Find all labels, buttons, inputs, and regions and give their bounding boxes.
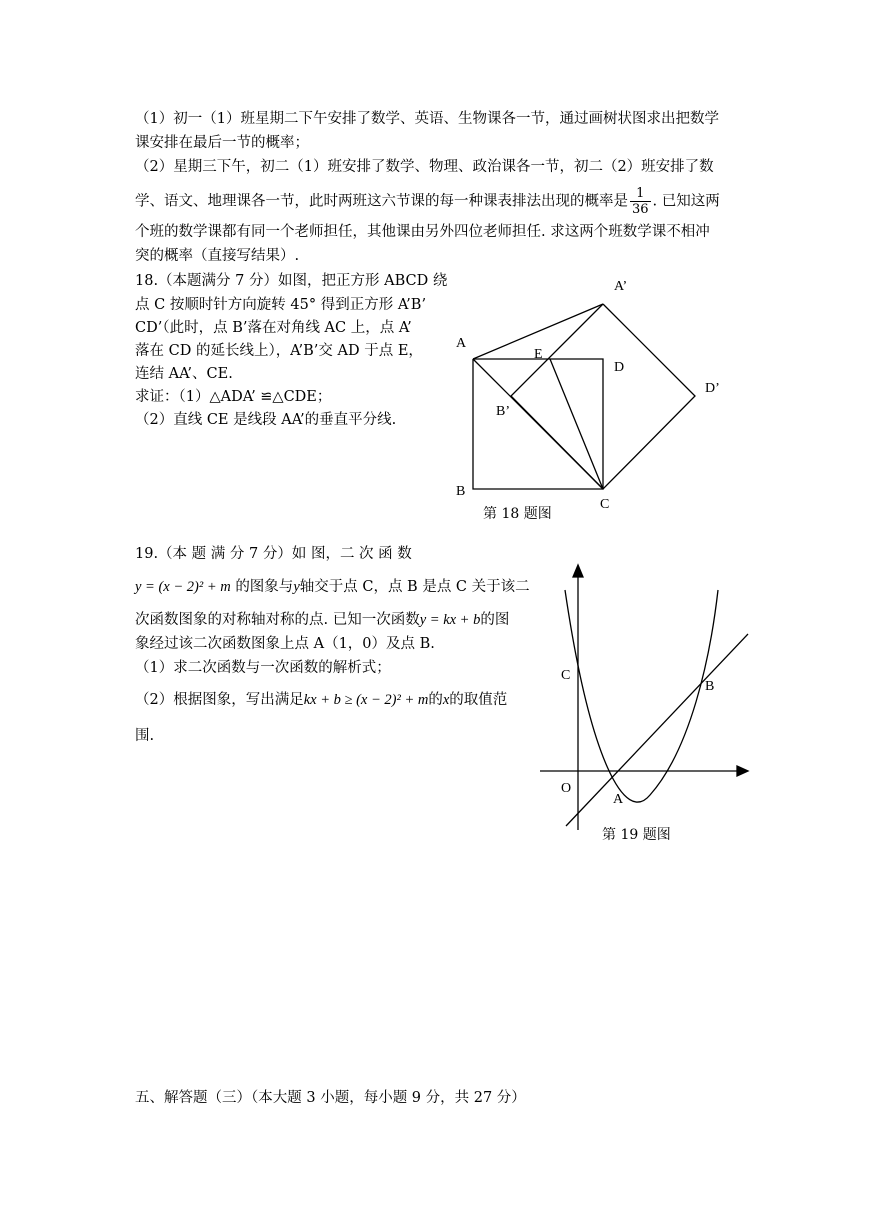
- q17-part2-line2-pre: 学、语文、地理课各一节，此时两班这六节课的每一种课表排法出现的概率是: [135, 193, 628, 210]
- q18-line4: 落在 CD 的延长线上），A’B’交 AD 于点 E，: [135, 343, 423, 359]
- label-a-prime: A’: [614, 279, 628, 294]
- section-5-heading: 五、解答题（三）（本大题 3 小题，每小题 9 分，共 27 分）: [135, 1090, 526, 1106]
- q19-line6: [135, 690, 507, 710]
- label-d-prime: D’: [705, 381, 720, 396]
- q18-line7: （2）直线 CE 是线段 AA’的垂直平分线.: [135, 412, 397, 428]
- q19-line3: [135, 610, 509, 630]
- label-c: C: [600, 497, 610, 512]
- probability-fraction: [630, 186, 651, 217]
- fraction-numerator: 1: [630, 186, 651, 202]
- q19-line4: 象经过该二次函数图象上点 A（1，0）及点 B.: [135, 636, 435, 652]
- label-c-19: C: [561, 668, 571, 683]
- q19-line6-post: 的取值范: [449, 692, 508, 708]
- fraction-denominator: 36: [632, 202, 649, 217]
- q19-line3-post: 的图: [480, 612, 510, 628]
- label-a: A: [456, 336, 467, 351]
- q17-part2-line3: 个班的数学课都有同一个老师担任，其他课由另外四位老师担任. 求这两个班数学课不相冲: [135, 224, 710, 240]
- q18-line3: CD’（此时，点 B’落在对角线 AC 上，点 A’: [135, 320, 412, 336]
- q17-part1-line1: （1）初一（1）班星期二下午安排了数学、英语、生物课各一节，通过画树状图求出把数学: [135, 111, 719, 127]
- q19-line2-post: 轴交于点 C，点 B 是点 C 关于该二: [299, 579, 530, 595]
- segment-ce: [550, 359, 603, 489]
- q18-line1: 18.（本题满分 7 分）如图，把正方形 ABCD 绕: [135, 273, 448, 289]
- q19-line7: 围.: [135, 728, 155, 744]
- x-axis-arrow: [737, 766, 748, 776]
- label-b: B: [456, 484, 466, 499]
- inequality-formula: kx + b ≥ (x − 2)² + m: [303, 692, 429, 708]
- q19-line6-pre: （2）根据图象，写出满足: [135, 692, 304, 708]
- q19-line5: （1）求二次函数与一次函数的解析式；: [135, 660, 391, 676]
- q19-line1: 19.（本 题 满 分 7 分）如 图，二 次 函 数: [135, 546, 412, 562]
- q17-part2-line2-post: . 已知这两: [652, 193, 720, 210]
- figure-19: [530, 560, 760, 840]
- q19-line6-mid: 的: [428, 692, 443, 708]
- label-e: E: [534, 347, 543, 362]
- q17-part2-line4: 突的概率（直接写结果）.: [135, 248, 300, 264]
- q19-line6-x: x: [442, 692, 450, 708]
- q18-line6: 求证：（1）△ADA’ ≌△CDE；: [135, 389, 332, 405]
- label-d: D: [614, 360, 625, 375]
- q19-line2-y: y: [293, 579, 300, 595]
- label-o: O: [561, 781, 572, 796]
- q19-line2: [135, 577, 530, 597]
- diagonal-ac: [473, 359, 603, 489]
- figure-18-caption: 第 18 题图: [483, 506, 552, 522]
- label-b-prime: B’: [496, 404, 510, 419]
- figure-19-caption: 第 19 题图: [602, 827, 671, 843]
- label-b-19: B: [705, 679, 715, 694]
- q17-part2-line1: （2）星期三下午，初二（1）班安排了数学、物理、政治课各一节，初二（2）班安排了数: [135, 159, 714, 175]
- q18-line2: 点 C 按顺时针方向旋转 45° 得到正方形 A’B’: [135, 297, 427, 313]
- q18-line5: 连结 AA’、CE.: [135, 366, 233, 382]
- q17-part2-line2: [135, 186, 720, 217]
- y-axis-arrow: [573, 565, 583, 577]
- figure-18: [440, 270, 740, 520]
- parabola: [565, 590, 718, 802]
- q19-line3-pre: 次函数图象的对称轴对称的点. 已知一次函数: [135, 612, 420, 628]
- q17-part1-line2: 课安排在最后一节的概率；: [135, 135, 309, 151]
- q19-line2-pre: 的图象与: [235, 579, 294, 595]
- linear-formula: y = kx + b: [419, 612, 481, 628]
- quadratic-formula: y = (x − 2)² + m: [135, 579, 231, 595]
- label-a-19: A: [613, 792, 624, 807]
